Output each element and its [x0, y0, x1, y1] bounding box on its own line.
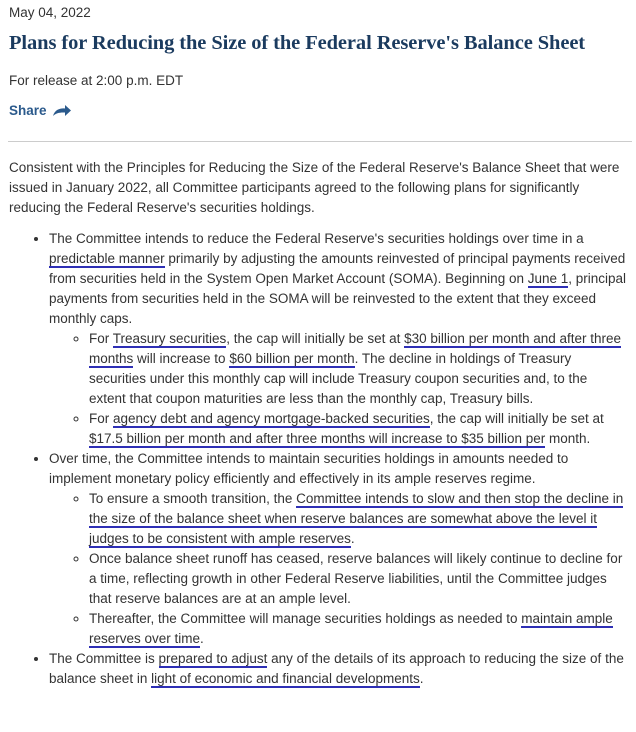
sub-list	[49, 329, 627, 449]
underlined-phrase: June 1	[527, 271, 569, 286]
share-button[interactable]	[9, 103, 72, 118]
list-item: • Over time, the Committee intends to maintain securities holdings in amounts needed to implement monetary policy efficiently and effectively in its ample reserves regime. ◦ To ensure a smooth transition, the Committee intends to slow and then stop the decline in the size of the balance sheet when reserve balances are somewhat above the level it judges to be consistent with ample reserves. ◦ Once balance sheet runoff has ceased, reserve balances will likely continue to decline for a time, reflecting growth in other Federal Reserve liabilities, until the Committee judges that reserve balances are at an ample level. ◦ Thereafter, the Committee will manage securities holdings as needed to maintain ample reserves over time.	[49, 449, 627, 649]
underlined-phrase: $30 billion per month and after three months	[89, 331, 622, 366]
list-item: ◦ To ensure a smooth transition, the Committee intends to slow and then stop the decline in the size of the balance sheet when reserve balances are somewhat above the level it judges to be consistent with ample reserves.	[89, 489, 627, 549]
sub-list	[49, 489, 627, 649]
underlined-phrase: light of economic and financial developments	[151, 671, 420, 686]
intro-paragraph: Consistent with the Principles for Reducing the Size of the Federal Reserve's Balance Sheet that were issued in January 2022, all Committee participants agreed to the following plans for significantly reducing the Federal Reserve's securities holdings.	[9, 160, 620, 215]
list-item: ◦ For Treasury securities, the cap will initially be set at $30 billion per month and after three months will increase to $60 billion per month. The decline in holdings of Treasury securities under this monthly cap will include Treasury coupon securities and, to the extent that coupon maturities are less than the monthly cap, Treasury bills.	[89, 329, 627, 409]
underlined-phrase: Treasury securities	[112, 331, 227, 346]
underlined-phrase: predictable manner	[49, 251, 165, 266]
list-item: ◦ For agency debt and agency mortgage-backed securities, the cap will initially be set at $17.5 billion per month and after three months will increase to $35 billion per month.	[89, 409, 627, 449]
divider	[8, 141, 632, 142]
plan-list	[9, 229, 627, 689]
release-date: May 04, 2022	[9, 5, 91, 20]
list-item: • The Committee intends to reduce the Federal Reserve's securities holdings over time in a predictable manner primarily by adjusting the amounts reinvested of principal payments received from securities held in the System Open Market Account (SOMA). Beginning on June 1, principal payments from securities held in the SOMA will be reinvested to the extent that they exceed monthly caps. ◦ For Treasury securities, the cap will initially be set at $30 billion per month and after three months will increase to $60 billion per month. The decline in holdings of Treasury securities under this monthly cap will include Treasury coupon securities and, to the extent that coupon maturities are less than the monthly cap, Treasury bills. ◦ For agency debt and agency mortgage-backed securities, the cap will initially be set at $17.5 billion per month and after three months will increase to $35 billion per month.	[49, 229, 627, 449]
underlined-phrase: $17.5 billion per month and after three months will increase to $35 billion per	[89, 431, 546, 446]
page-title: Plans for Reducing the Size of the Federal Reserve's Balance Sheet	[9, 32, 586, 54]
list-item: ◦ Once balance sheet runoff has ceased, reserve balances will likely continue to decline for a time, reflecting growth in other Federal Reserve liabilities, until the Committee judges that reserve balances are at an ample level.	[89, 549, 627, 609]
release-body	[9, 158, 627, 689]
release-time: For release at 2:00 p.m. EDT	[9, 73, 184, 88]
underlined-phrase: maintain ample reserves over time	[89, 611, 613, 646]
underlined-phrase: prepared to adjust	[158, 651, 268, 666]
list-item: • The Committee is prepared to adjust any of the details of its approach to reducing the size of the balance sheet in light of economic and financial developments.	[49, 649, 627, 689]
underlined-phrase: $60 billion per month	[229, 351, 355, 366]
share-label: Share	[9, 103, 47, 118]
underlined-phrase: Committee intends to slow and then stop the decline in the size of the balance sheet when reserve balances are somewhat above the level it judges to be consistent with ample reserves	[89, 491, 624, 546]
list-item: ◦ Thereafter, the Committee will manage securities holdings as needed to maintain ample reserves over time.	[89, 609, 627, 649]
share-arrow-icon	[52, 104, 72, 117]
underlined-phrase: agency debt and agency mortgage-backed securities	[113, 411, 430, 426]
